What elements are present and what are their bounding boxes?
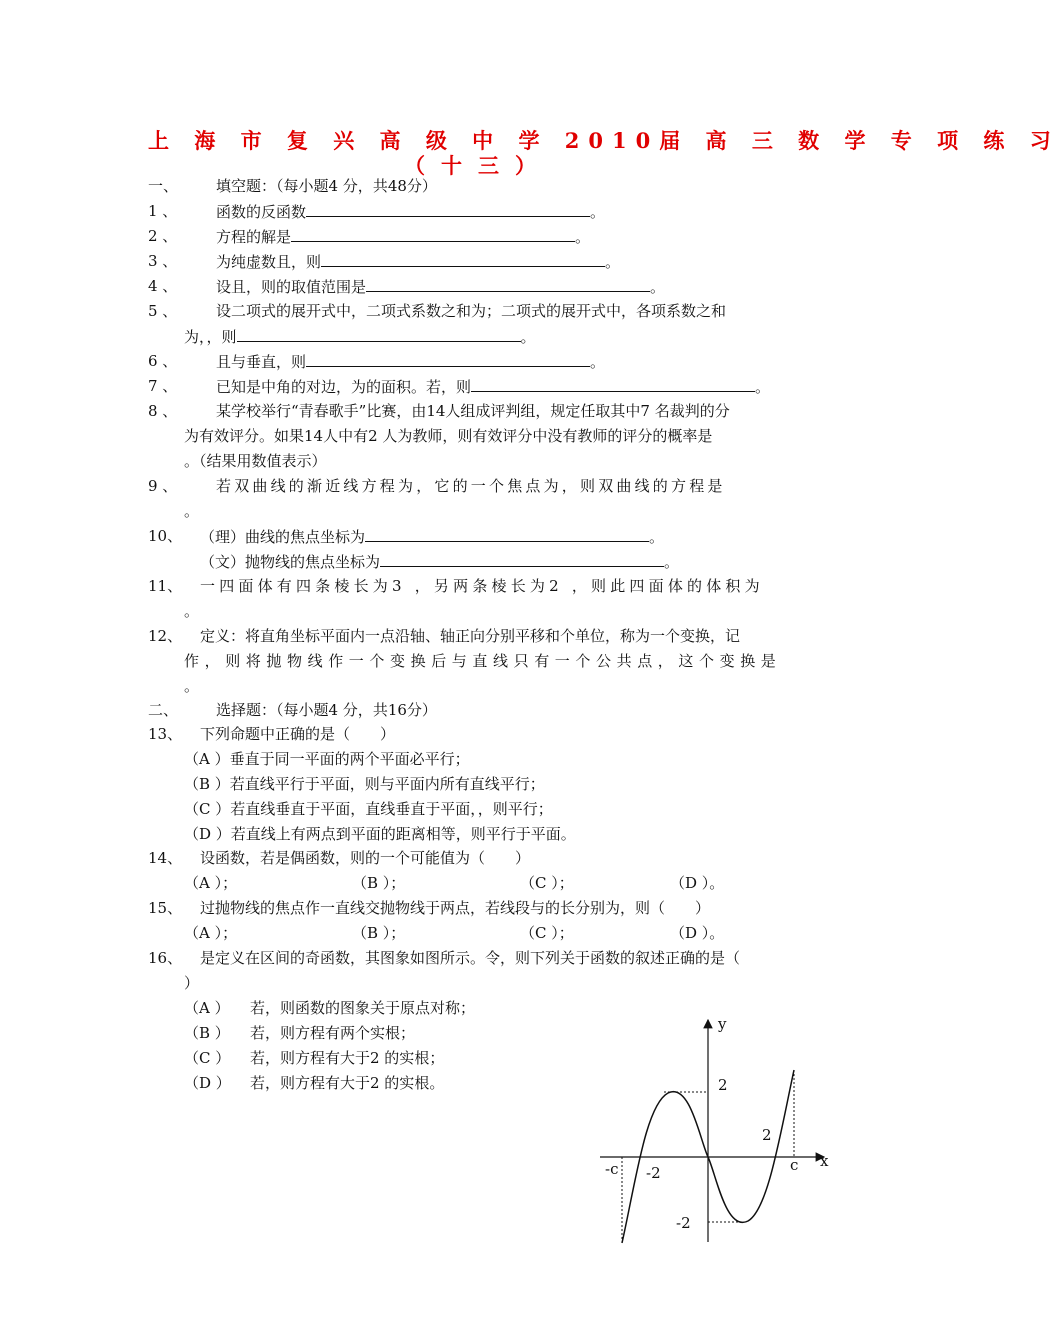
question-text: 定义：将直角坐标平面内一点沿轴、轴正向分别平移和个单位，称为一个变换，记: [200, 627, 741, 645]
answer-blank[interactable]: [365, 524, 649, 542]
document-subtitle: （十三）: [404, 153, 552, 178]
question-number: 11、: [148, 577, 183, 595]
option-b[interactable]: （B ）；: [352, 924, 406, 942]
x-tick-neg-2: -2: [646, 1164, 661, 1182]
x-tick-c: c: [790, 1156, 799, 1174]
question-text: 。: [184, 602, 200, 620]
question-text: ）: [184, 974, 200, 992]
answer-blank[interactable]: [366, 274, 650, 292]
question-number: 8 、: [148, 402, 178, 420]
question-number: 9 、: [148, 477, 178, 495]
option-d[interactable]: （D ）。: [670, 924, 725, 942]
option-a[interactable]: （A ）；: [184, 874, 238, 892]
question-text: 下列命题中正确的是（ ）: [200, 725, 396, 743]
x-axis-label: x: [820, 1152, 829, 1170]
question-text: 一四面体有四条棱长为3 ，另两条棱长为2 ，则此四面体的体积为: [200, 577, 764, 595]
question-text: （理）曲线的焦点坐标为 。: [200, 524, 664, 550]
question-number: 1 、: [148, 202, 178, 220]
question-text: （文）抛物线的焦点坐标为 。: [200, 549, 679, 575]
question-number: 2 、: [148, 227, 178, 245]
question-number: 5 、: [148, 302, 178, 320]
x-tick-neg-c: -c: [605, 1160, 619, 1178]
option-a[interactable]: （A ）；: [184, 924, 238, 942]
answer-blank[interactable]: [291, 224, 575, 242]
function-graph: [590, 1010, 840, 1250]
question-number: 16、: [148, 949, 183, 967]
answer-blank[interactable]: [306, 349, 590, 367]
section-title: 选择题：（每小题4 分，共16分）: [216, 701, 437, 719]
section-title: 填空题：（每小题4 分，共48分）: [216, 177, 437, 195]
answer-blank[interactable]: [321, 249, 605, 267]
question-text: 设且，则的取值范围是 。: [216, 274, 665, 300]
question-number: 15、: [148, 899, 183, 917]
question-number: 14、: [148, 849, 183, 867]
question-text: 作，则将抛物线作一个变换后与直线只有一个公共点，这个变换是: [184, 652, 782, 670]
option-c[interactable]: （C ）；: [520, 924, 574, 942]
document-page: 上 海 市 复 兴 高 级 中 学 2010届 高 三 数 学 专 项 练 习 （十三） 一、 填空题：（每小题4 分，共48分） 1 、 函数的反函数 。 2 、 方程的解是 。 3 、 为纯虚数且，则 。 4 、 设且，则的取值范围是 。 5 、 设二项式的展开式中，二项式系数之和为；二项式的展开式中，各项系数之和 为，，则 。 6 、 且与垂直，则 。 7 、 已知是中角的对边，为的面积。若，则 。 8 、 某学校举行“青春歌手”比赛，由14人组成评判组，规定任取其中7 名裁判的分 为有效评分。如果14人中有2 人为教师，则有效评分中没有教师的评分的概率是 。（结果用数值表示） 9 、 若双曲线的渐近线方程为，它的一个焦点为，则双曲线的方程是 。 10、 （理）曲线的焦点坐标为 。 （文）抛物线的焦点坐标为 。 11、 一四面体有四条棱长为3 ，另两条棱长为2 ，则此四面体的体积为 。 12、 定义：将直角坐标平面内一点沿轴、轴正向分别平移和个单位，称为一个变换，记 作，则将抛物线作一个变换后与直线只有一个公共点，这个变换是 。 二、 选择题：（每小题4 分，共16分） 13、 下列命题中正确的是（ ） （A ）垂直于同一平面的两个平面必平行； （B ）若直线平行于平面，则与平面内所有直线平行； （C ）若直线垂直于平面，直线垂直于平面，，则平行； （D ）若直线上有两点到平面的距离相等，则平行于平面。 14、 设函数，若是偶函数，则的一个可能值为（ ） （A ）； （B ）； （C ）； （D ）。 15、 过抛物线的焦点作一直线交抛物线于两点，若线段与的长分别为，则（ ） （A ）； （B ）； （C ）； （D ）。 16、 是定义在区间的奇函数，其图象如图所示。令，则下列关于函数的叙述正确的是（ ） （A ） 若，则函数的图象关于原点对称； （B ） 若，则方程有两个实根； （C ） 若，则方程有大于2 的实根； （D ） 若，则方程有大于2 的实根。 y x 2 -2 2 -2 c -c: [0, 0, 950, 1344]
question-text: 为纯虚数且，则 。: [216, 249, 620, 275]
question-number: 13、: [148, 725, 183, 743]
section-number: 一、: [148, 177, 179, 195]
question-text: 设函数，若是偶函数，则的一个可能值为（ ）: [200, 849, 531, 867]
question-text: 为，，则 。: [184, 324, 536, 350]
question-number: 3 、: [148, 252, 178, 270]
answer-blank[interactable]: [380, 549, 664, 567]
question-number: 12、: [148, 627, 183, 645]
question-number: 6 、: [148, 352, 178, 370]
question-text: 。: [184, 502, 200, 520]
y-axis-label: y: [718, 1015, 727, 1033]
question-text: 。: [184, 677, 200, 695]
question-text: 是定义在区间的奇函数，其图象如图所示。令，则下列关于函数的叙述正确的是（: [200, 949, 741, 967]
question-text: 方程的解是 。: [216, 224, 590, 250]
answer-blank[interactable]: [306, 199, 590, 217]
question-number: 7 、: [148, 377, 178, 395]
question-text: 某学校举行“青春歌手”比赛，由14人组成评判组，规定任取其中7 名裁判的分: [216, 402, 730, 420]
document-title: 上 海 市 复 兴 高 级 中 学 2010届 高 三 数 学 专 项 练 习: [148, 128, 1060, 153]
y-tick-neg-2: -2: [676, 1214, 691, 1232]
question-number: 4 、: [148, 277, 178, 295]
section-number: 二、: [148, 701, 179, 719]
question-text: 。（结果用数值表示）: [184, 452, 327, 470]
question-text: 函数的反函数 。: [216, 199, 605, 225]
question-number: 10、: [148, 527, 183, 545]
option-d[interactable]: （D ）。: [670, 874, 725, 892]
question-text: 设二项式的展开式中，二项式系数之和为；二项式的展开式中，各项系数之和: [216, 302, 727, 320]
question-text: 若双曲线的渐近线方程为，它的一个焦点为，则双曲线的方程是: [216, 477, 726, 495]
question-text: 过抛物线的焦点作一直线交抛物线于两点，若线段与的长分别为，则（ ）: [200, 899, 711, 917]
question-text: 且与垂直，则 。: [216, 349, 605, 375]
option-b[interactable]: （B ）；: [352, 874, 406, 892]
question-text: 已知是中角的对边，为的面积。若，则 。: [216, 374, 770, 400]
x-tick-2: 2: [762, 1126, 772, 1144]
answer-blank[interactable]: [237, 324, 521, 342]
answer-blank[interactable]: [471, 374, 755, 392]
y-tick-2: 2: [718, 1076, 728, 1094]
question-text: 为有效评分。如果14人中有2 人为教师，则有效评分中没有教师的评分的概率是: [184, 427, 713, 445]
option-c[interactable]: （C ）；: [520, 874, 574, 892]
